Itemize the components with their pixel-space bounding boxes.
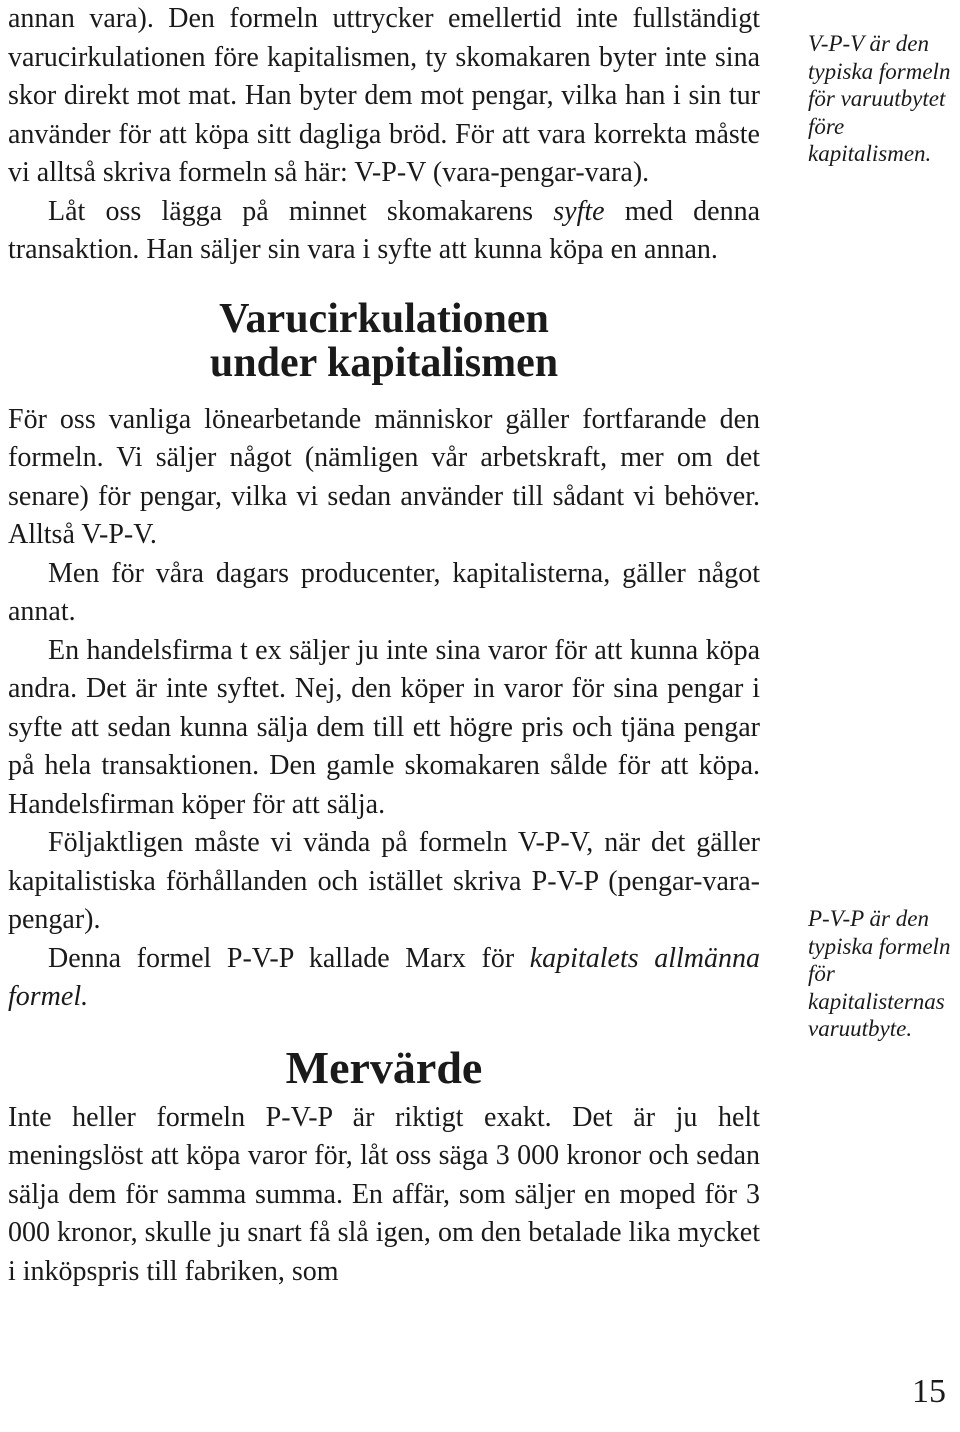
- section-heading: Varucirkulationen under kapitalismen: [209, 295, 559, 386]
- section-heading: Mervärde: [285, 1041, 483, 1093]
- margin-note: P-V-P är den typiska formeln för kapitalisternas varuutbyte.: [808, 906, 951, 1041]
- paragraph: En handelsfirma t ex säljer ju inte sina varor för att kunna köpa andra. Det är inte syftet. Nej, den köper in varor för sina pengar i syfte att sedan kunna sälja dem till ett högre pris och tjäna pengar på hela transaktionen. Den gamle skomakaren sålde för att köpa. Handelsfirman köper för att sälja.: [8, 634, 760, 820]
- emphasis: syfte: [553, 195, 605, 227]
- paragraph: Låt oss lägga på minnet skomakarens syfte med denna transaktion. Han säljer sin vara i syfte att kunna köpa en annan.: [8, 195, 760, 265]
- paragraph: Men för våra dagars producenter, kapitalisterna, gäller något annat.: [8, 557, 760, 627]
- emphasis: kapitalets allmänna formel.: [8, 942, 760, 1012]
- paragraph: Denna formel P-V-P kallade Marx för kapitalets allmänna formel.: [8, 942, 760, 1012]
- main-column: [8, 0, 760, 1291]
- paragraph: annan vara). Den formeln uttrycker emellertid inte fullständigt varucirkulationen före kapitalismen, ty skomakaren byter inte sina skor direkt mot mat. Han byter dem mot pengar, vilka han i sin tur använder för att köpa sitt dagliga bröd. För att vara korrekta måste vi alltså skriva formeln så här: V-P-V (vara-pengar-vara).: [8, 3, 760, 188]
- paragraph: Inte heller formeln P-V-P är riktigt exakt. Det är ju helt meningslöst att köpa varor för, låt oss säga 3 000 kronor och sedan sälja dem för samma summa. En affär, som säljer en moped för 3 000 kronor, skulle ju snart få slå igen, om den betalade lika mycket i inköpspris till fabriken, som: [8, 1101, 760, 1287]
- page-number: 15: [912, 1373, 946, 1410]
- paragraph: För oss vanliga lönearbetande människor gäller fortfarande den formeln. Vi säljer något (nämligen vår arbetskraft, mer om det senare) för pengar, vilka vi sedan använder till sådant vi behöver. Alltså V-P-V.: [8, 403, 760, 550]
- margin-note: V-P-V är den typiska formeln för varuutbytet före kapitalismen.: [808, 31, 951, 166]
- paragraph: Följaktligen måste vi vända på formeln V-P-V, när det gäller kapitalistiska förhållanden och istället skriva P-V-P (pengar-vara-pengar).: [8, 827, 760, 935]
